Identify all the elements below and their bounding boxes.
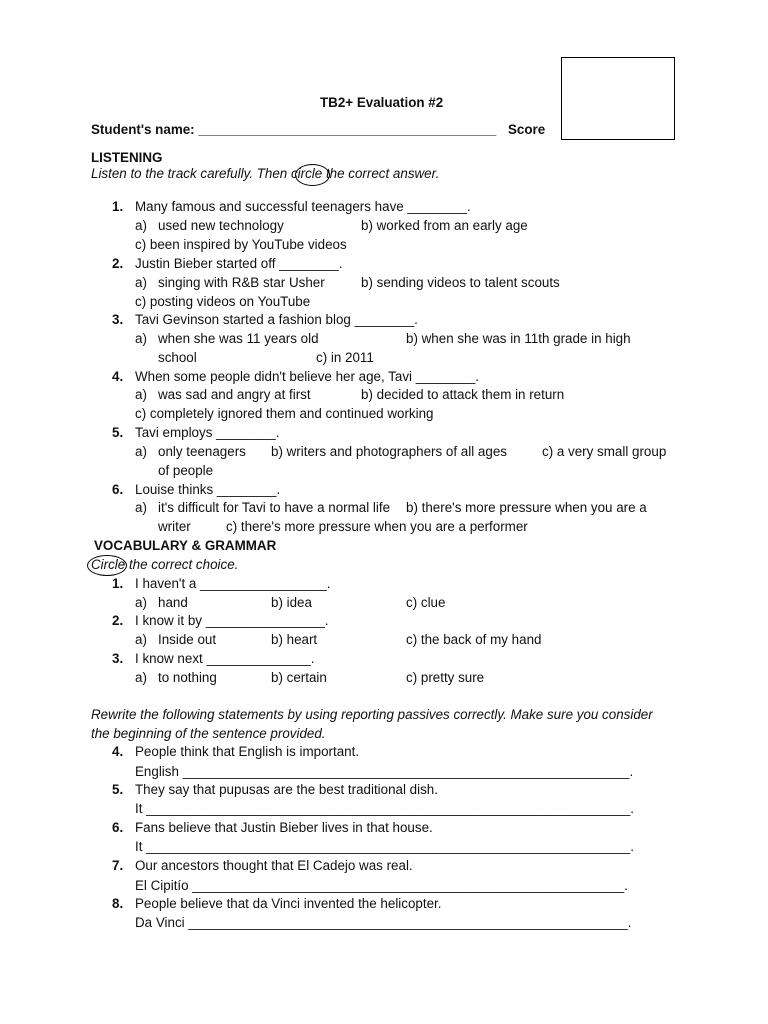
question-text: I know it by ________________. bbox=[135, 613, 329, 628]
option-a-label: a) bbox=[135, 670, 147, 685]
option-b: b) there's more pressure when you are a bbox=[406, 500, 647, 515]
question-number: 7. bbox=[112, 858, 124, 873]
question-text: Louise thinks ________. bbox=[135, 482, 281, 497]
question-text: Many famous and successful teenagers have ________. bbox=[135, 199, 471, 214]
statement-text: People think that English is important. bbox=[135, 744, 360, 759]
question-number: 2. bbox=[112, 613, 124, 628]
option-a: was sad and angry at first bbox=[158, 387, 311, 402]
option-a: hand bbox=[158, 595, 188, 610]
question-number: 1. bbox=[112, 199, 124, 214]
option-a-label: a) bbox=[135, 275, 147, 290]
option-c: c) a very small group bbox=[542, 444, 667, 459]
option-b: b) decided to attack them in return bbox=[361, 387, 565, 402]
question-text: I know next ______________. bbox=[135, 651, 315, 666]
option-a-label: a) bbox=[135, 387, 147, 402]
instr-text-end: the correct answer. bbox=[322, 166, 440, 181]
question-text: Tavi employs ________. bbox=[135, 425, 280, 440]
vocabulary-heading: VOCABULARY & GRAMMAR bbox=[94, 538, 277, 553]
question-text: Justin Bieber started off ________. bbox=[135, 256, 343, 271]
page-title: TB2+ Evaluation #2 bbox=[320, 95, 444, 110]
question-text: I haven't a _________________. bbox=[135, 576, 331, 591]
option-a-label: a) bbox=[135, 444, 147, 459]
question-number: 5. bbox=[112, 782, 124, 797]
option-c-cont: of people bbox=[158, 463, 214, 478]
option-c: c) posting videos on YouTube bbox=[135, 294, 311, 309]
statement-text: They say that pupusas are the best traditional dish. bbox=[135, 782, 438, 797]
option-a: only teenagers bbox=[158, 444, 246, 459]
statement-text: Our ancestors thought that El Cadejo was real. bbox=[135, 858, 413, 873]
statement-text: People believe that da Vinci invented the helicopter. bbox=[135, 896, 442, 911]
option-c: c) the back of my hand bbox=[406, 632, 542, 647]
instr-circle-word: Circle bbox=[91, 557, 126, 572]
question-number: 1. bbox=[112, 576, 124, 591]
option-a-label: a) bbox=[135, 632, 147, 647]
statement-text: Fans believe that Justin Bieber lives in that house. bbox=[135, 820, 433, 835]
option-c: c) pretty sure bbox=[406, 670, 485, 685]
option-b: b) heart bbox=[271, 632, 318, 647]
question-number: 5. bbox=[112, 425, 124, 440]
instr-text: the correct choice. bbox=[125, 557, 239, 572]
option-a-label: a) bbox=[135, 500, 147, 515]
instr-text: Listen to the track carefully. Then bbox=[91, 166, 291, 181]
option-c: c) there's more pressure when you are a performer bbox=[226, 519, 528, 534]
option-b: b) writers and photographers of all ages bbox=[271, 444, 507, 459]
question-number: 4. bbox=[112, 369, 124, 384]
question-number: 3. bbox=[112, 651, 124, 666]
option-a-label: a) bbox=[135, 595, 147, 610]
circle-mark bbox=[87, 555, 127, 576]
question-number: 6. bbox=[112, 820, 124, 835]
question-number: 6. bbox=[112, 482, 124, 497]
option-a: used new technology bbox=[158, 218, 284, 233]
question-text: When some people didn't believe her age, Tavi ________. bbox=[135, 369, 480, 384]
listening-instructions bbox=[91, 166, 439, 181]
circle-mark bbox=[295, 164, 330, 186]
option-a-cont: school bbox=[158, 350, 197, 365]
answer-line[interactable]: It _________________________________________________________________. bbox=[135, 839, 634, 854]
answer-line[interactable]: El Cipitío __________________________________________________________. bbox=[135, 878, 628, 893]
option-a: to nothing bbox=[158, 670, 217, 685]
option-b-cont: writer bbox=[158, 519, 191, 534]
option-a: it's difficult for Tavi to have a normal life bbox=[158, 500, 391, 515]
option-b: b) when she was in 11th grade in high bbox=[406, 331, 631, 346]
option-b: b) sending videos to talent scouts bbox=[361, 275, 560, 290]
option-a-label: a) bbox=[135, 331, 147, 346]
question-text: Tavi Gevinson started a fashion blog ________. bbox=[135, 312, 418, 327]
option-c: c) in 2011 bbox=[316, 350, 374, 365]
score-box bbox=[561, 57, 675, 140]
question-number: 4. bbox=[112, 744, 124, 759]
option-c: c) completely ignored them and continued working bbox=[135, 406, 434, 421]
option-b: b) worked from an early age bbox=[361, 218, 528, 233]
option-c: c) clue bbox=[406, 595, 446, 610]
rewrite-instructions-line1: Rewrite the following statements by using reporting passives correctly. Make sure you consider bbox=[91, 707, 653, 722]
option-a: singing with R&B star Usher bbox=[158, 275, 325, 290]
question-number: 8. bbox=[112, 896, 124, 911]
answer-line[interactable]: English ____________________________________________________________. bbox=[135, 764, 634, 779]
rewrite-instructions-line2: the beginning of the sentence provided. bbox=[91, 726, 326, 741]
answer-line[interactable]: Da Vinci ___________________________________________________________. bbox=[135, 915, 632, 930]
option-b: b) certain bbox=[271, 670, 327, 685]
instr-circle-word: circle bbox=[290, 166, 323, 181]
option-a: Inside out bbox=[158, 632, 217, 647]
question-number: 2. bbox=[112, 256, 124, 271]
score-label: Score bbox=[508, 122, 546, 137]
question-number: 3. bbox=[112, 312, 124, 327]
option-b: b) idea bbox=[271, 595, 312, 610]
option-c: c) been inspired by YouTube videos bbox=[135, 237, 347, 252]
listening-heading: LISTENING bbox=[91, 150, 163, 165]
option-a-label: a) bbox=[135, 218, 147, 233]
option-a: when she was 11 years old bbox=[158, 331, 319, 346]
answer-line[interactable]: It _________________________________________________________________. bbox=[135, 801, 634, 816]
student-name-label: Student's name: ________________________________________ bbox=[91, 122, 497, 137]
